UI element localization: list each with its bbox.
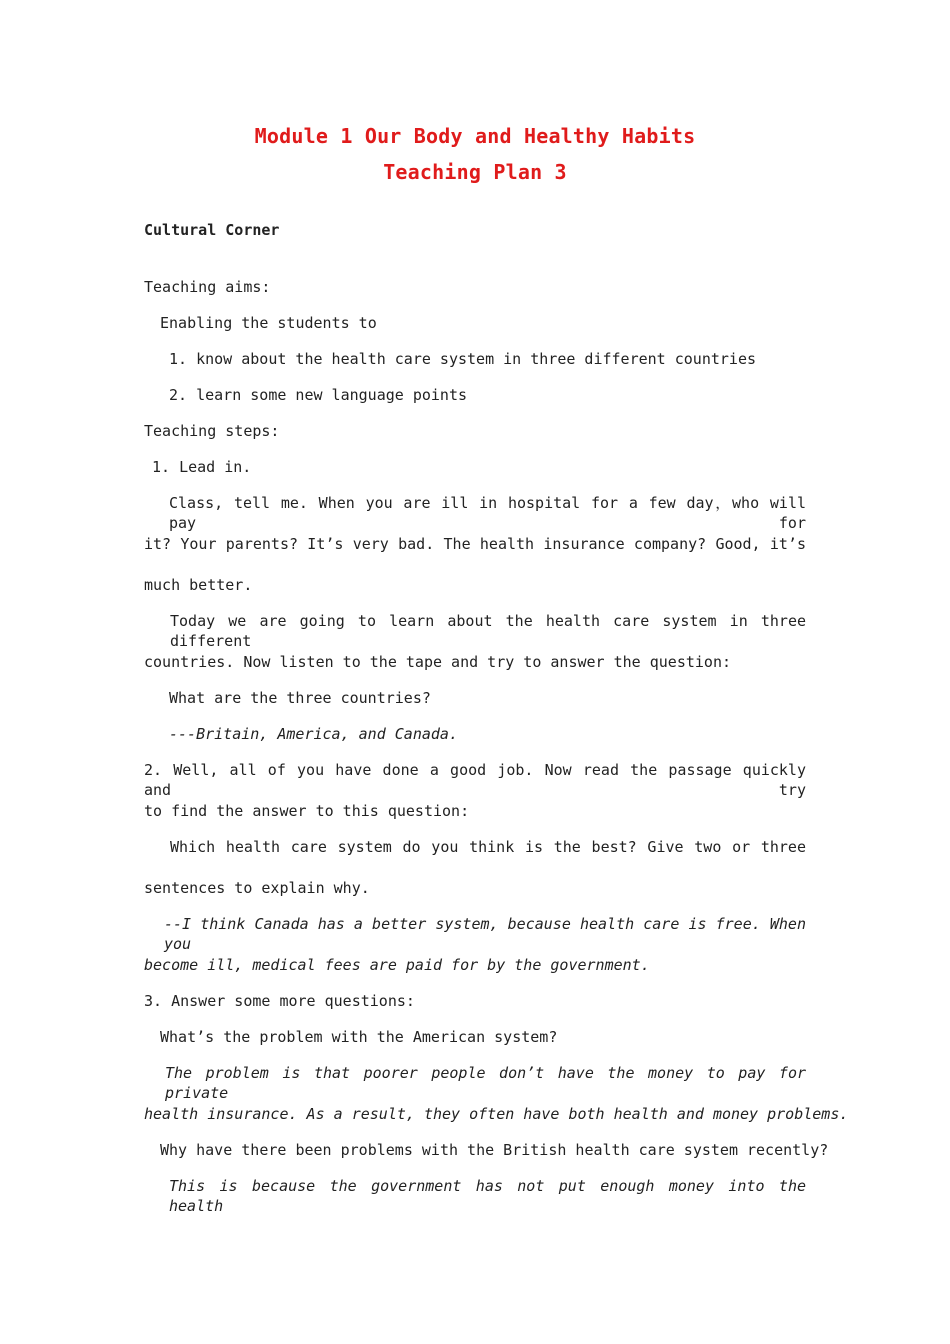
document-subtitle: Teaching Plan 3 <box>383 160 567 184</box>
step1-title: 1. Lead in. <box>152 458 252 476</box>
step1-paragraph1-line3: much better. <box>144 576 253 594</box>
step1-paragraph2-line2: countries. Now listen to the tape and try to answer the question: <box>144 653 731 671</box>
step2-line2: to find the answer to this question: <box>144 802 470 820</box>
aims-intro: Enabling the students to <box>160 314 377 332</box>
step2-answer-line1: --I think Canada has a better system, because health care is free. When you <box>164 915 806 953</box>
step1-answer: ---Britain, America, and Canada. <box>169 725 458 743</box>
aims-heading: Teaching aims: <box>144 278 271 296</box>
step3-title: 3. Answer some more questions: <box>144 992 415 1010</box>
step3-answer1-line2: health insurance. As a result, they often have both health and money problems. <box>144 1105 849 1123</box>
step1-question: What are the three countries? <box>169 689 431 707</box>
section-heading: Cultural Corner <box>144 221 280 239</box>
step3-question1: What’s the problem with the American system? <box>160 1028 558 1046</box>
step2-line1: 2. Well, all of you have done a good job. Now read the passage quickly and try <box>144 761 806 799</box>
step3-answer2-line1: This is because the government has not put enough money into the health <box>169 1177 806 1215</box>
step3-question2: Why have there been problems with the British health care system recently? <box>160 1141 829 1159</box>
step2-answer-line2: become ill, medical fees are paid for by the government. <box>144 956 650 974</box>
step1-paragraph1-line2: it? Your parents? It’s very bad. The health insurance company? Good, it’s <box>144 535 806 553</box>
step2-question-line2: sentences to explain why. <box>144 879 370 897</box>
step3-answer1-line1: The problem is that poorer people don’t have the money to pay for private <box>165 1064 806 1102</box>
step2-question-line1: Which health care system do you think is the best? Give two or three <box>170 838 806 856</box>
aim-item-2: 2. learn some new language points <box>169 386 468 404</box>
step1-paragraph1-line1: Class, tell me. When you are ill in hospital for a few day，who will pay for <box>169 494 806 532</box>
aim-item-1: 1. know about the health care system in three different countries <box>169 350 756 368</box>
steps-heading: Teaching steps: <box>144 422 280 440</box>
step1-paragraph2-line1: Today we are going to learn about the health care system in three different <box>170 612 806 650</box>
document-title: Module 1 Our Body and Healthy Habits <box>254 124 696 148</box>
